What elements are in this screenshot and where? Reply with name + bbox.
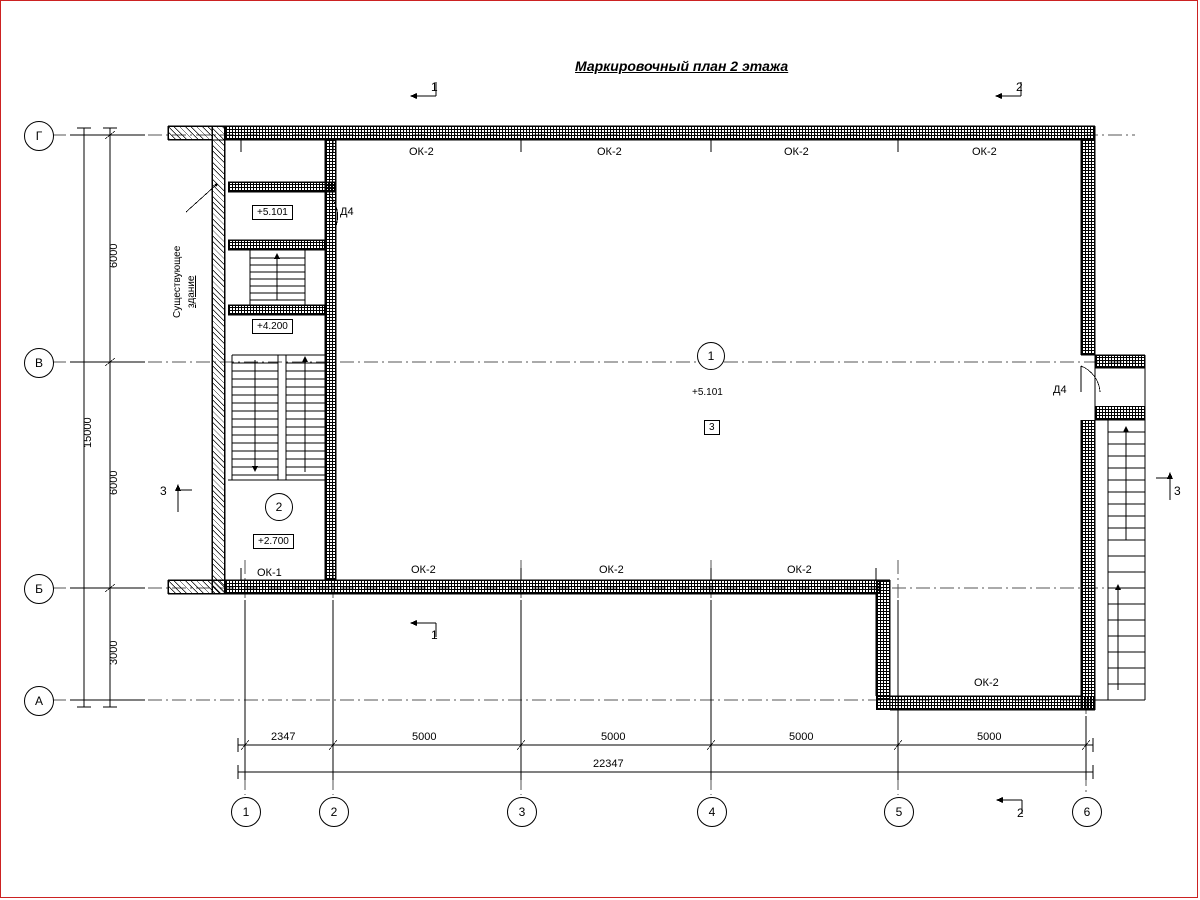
wall-stair-right-exterior (1095, 355, 1145, 368)
dim-v-1: 6000 (108, 243, 120, 268)
level-mark-5101-stair: +5.101 (252, 205, 293, 220)
dim-h-2: 5000 (412, 731, 437, 743)
section-tag-3-left: 3 (160, 484, 167, 498)
wall-step-vertical (876, 580, 890, 700)
axis-label: 4 (708, 805, 716, 819)
door-label-d4-left: Д4 (340, 206, 354, 218)
dim-v-3: 3000 (108, 640, 120, 665)
dim-h-4: 5000 (789, 731, 814, 743)
axis-bubble-6 (1072, 797, 1102, 827)
window-label-ok2-bottom-1: ОК-2 (411, 564, 436, 576)
axis-label: 5 (895, 805, 903, 819)
wall-top-exterior (225, 126, 1095, 140)
dim-h-5: 5000 (977, 731, 1002, 743)
window-label-ok2-bottom-3: ОК-2 (787, 564, 812, 576)
axis-bubble-A (24, 686, 54, 716)
room-number: 1 (707, 349, 715, 363)
axis-bubble-G (24, 121, 54, 151)
page-title: Маркировочный план 2 этажа (575, 58, 789, 74)
wall-existing-top-stub (168, 126, 213, 140)
dim-v-2: 6000 (108, 470, 120, 495)
room-1-level: +5.101 (692, 387, 723, 398)
axis-bubble-V (24, 348, 54, 378)
dim-v-total: 15000 (82, 417, 94, 448)
wall-existing-left (212, 126, 225, 594)
annotation-existing-building-line2: здание (186, 275, 197, 308)
window-label-ok2-top-2: ОК-2 (597, 146, 622, 158)
axis-bubble-3 (507, 797, 537, 827)
section-tag-1-bottom: 1 (431, 628, 438, 642)
axis-bubble-2 (319, 797, 349, 827)
wall-partition-landing-upper (228, 240, 325, 250)
window-label-ok2-top-1: ОК-2 (409, 146, 434, 158)
axis-label: Г (35, 129, 43, 143)
wall-bottom-main (225, 580, 880, 594)
axis-bubble-B (24, 574, 54, 604)
window-label-ok2-bottom-2: ОК-2 (599, 564, 624, 576)
axis-label: А (34, 694, 43, 708)
room-marker-2 (265, 493, 293, 521)
axis-label: 3 (518, 805, 526, 819)
wall-bottom-right (876, 696, 1095, 710)
section-tag-2-bottom: 2 (1017, 806, 1024, 820)
wall-stair-partition (325, 140, 336, 580)
dim-h-3: 5000 (601, 731, 626, 743)
section-tag-3-right: 3 (1174, 484, 1181, 498)
wall-right-exterior-lower (1081, 420, 1095, 710)
room-marker-1 (697, 342, 725, 370)
section-tag-1-top: 1 (431, 80, 438, 94)
door-label-d4-right: Д4 (1053, 384, 1067, 396)
room-number: 2 (275, 500, 283, 514)
axis-label: В (34, 356, 43, 370)
window-label-ok2-top-3: ОК-2 (784, 146, 809, 158)
wall-right-exterior-upper (1081, 140, 1095, 355)
wall-existing-bottom-stub (168, 580, 225, 594)
window-label-ok2-bottom-right: ОК-2 (974, 677, 999, 689)
axis-bubble-1 (231, 797, 261, 827)
level-mark-4200: +4.200 (252, 319, 293, 334)
dim-h-total: 22347 (593, 758, 624, 770)
axis-label: 1 (242, 805, 250, 819)
wall-partition-top (228, 182, 336, 192)
annotation-existing-building-line1: Существующее (172, 245, 183, 318)
axis-label: 6 (1083, 805, 1091, 819)
axis-bubble-5 (884, 797, 914, 827)
section-tag-2-top: 2 (1016, 80, 1023, 94)
window-label-ok2-top-4: ОК-2 (972, 146, 997, 158)
axis-bubble-4 (697, 797, 727, 827)
dim-h-1: 2347 (271, 731, 296, 743)
axis-label: Б (35, 582, 43, 596)
wall-partition-landing-mid (228, 305, 325, 315)
wall-stair-right-landing (1095, 406, 1145, 420)
window-label-ok1-bottom: ОК-1 (257, 567, 282, 579)
room-1-note: 3 (704, 420, 720, 435)
room-2-level: +2.700 (253, 534, 294, 549)
axis-label: 2 (330, 805, 338, 819)
